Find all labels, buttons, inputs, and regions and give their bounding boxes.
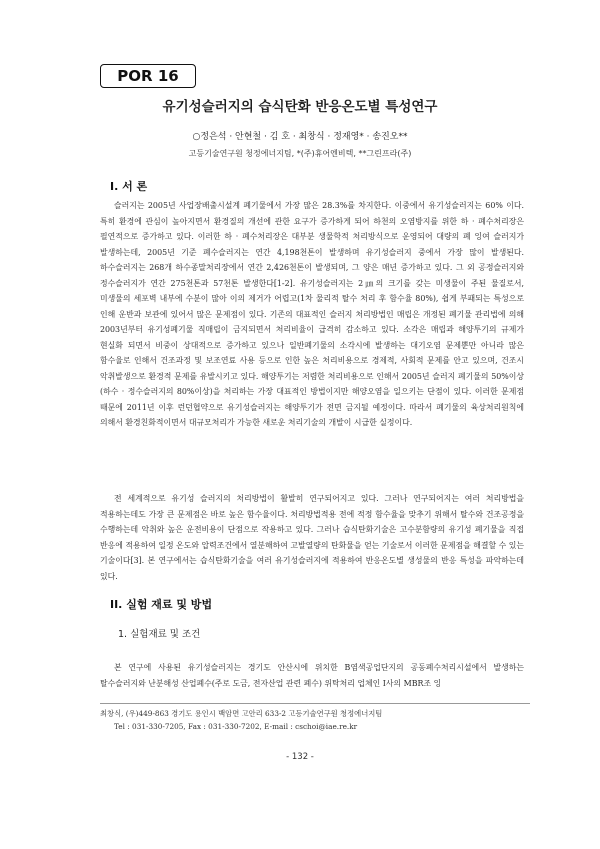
session-badge: POR 16 [100,64,196,88]
section-heading-introduction: I. 서 론 [110,180,148,193]
materials-paragraph: 본 연구에 사용된 유기성슬러지는 경기도 안산시에 위치한 B염색공업단지의 공동폐수처리시설에서 발생하는 탈수슬러지와 난분해성 산업폐수(주로 도금, 전자산업 관련 폐수) 위탁처리 업체인 I사의 MBR조 잉 [100,663,524,688]
author-list: ○정은석 · 안현철 · 김 호 · 최창식 · 정재영* · 송진오** [192,132,408,142]
affiliation: 고등기술연구원 청정에너지팀, *(주)휴어엔비텍, **그린프라(주) [188,149,412,158]
page-number: - 132 - [286,752,314,762]
footnote-contact: Tel : 031-330-7205, Fax : 031-330-7202, E-mail : cschoi@iae.re.kr [114,722,358,731]
footnote-address: 최창식, (우)449-863 경기도 용인시 백암면 고안리 633-2 고등기술연구원 청정에너지팀 [100,709,383,718]
section-heading-methods: II. 실험 재료 및 방법 [110,598,213,611]
intro-paragraph-2: 전 세계적으로 유기성 슬러지의 처리방법이 활발히 연구되어지고 있다. 그러나 연구되어지는 여러 처리방법을 적용하는데도 가장 큰 문제점은 바로 높은 함수율이다. 처리방법적용 전에 적정 함수율을 맞추기 위해서 탈수와 건조공정을 수행하는데 악취와 높은 운전비용이 단점으로 작용하고 있다. 그러나 습식탄화기술은 고수분함량의 유기성 폐기물을 직접 반응에 적용하여 일정 온도와 압력조건에서 열분해하여 고발열량의 탄화물을 얻는 기술로서 이러한 문제점을 해결할 수 있는 기술이다[3]. 본 연구에서는 습식탄화기술을 여러 유기성슬러지에 적용하여 반응온도별 생성물의 반응 특성을 파악하는데 있다. [100,494,524,581]
paper-title: 유기성슬러지의 습식탄화 반응온도별 특성연구 [162,99,438,115]
corresponding-author-footnote [100,703,530,733]
subsection-heading-materials: 1. 실험재료 및 조건 [118,629,201,640]
intro-paragraph-1: 슬러지는 2005년 사업장배출시설계 폐기물에서 가장 많은 28.3%를 차지한다. 이중에서 유기성슬러지는 60% 이다. 특히 환경에 관심이 높아지면서 환경질의 개선에 관한 요구가 증가하게 되어 하천의 오염방지를 위한 하 · 폐수처리장은 필연적으로 증가하고 있다. 이러한 하 · 폐수처리장은 대부분 생물학적 처리방식으로 운영되어 대량의 폐 잉여 슬러지가 발생하는데, 2005년 기준 폐수슬러지는 연간 4,198천톤이 발생하며 유기성슬러지 중에서 가장 많이 발생된다. 하수슬러지는 268개 하수종말처리장에서 연간 2,426천톤이 발생되며, 그 양은 매년 증가하고 있다. 그 외 공정슬러지와 정수슬러지가 연간 275천톤과 57천톤 발생한다[1-2]. 유기성슬러지는 2㎛의 크기를 갖는 미생물이 주된 물질로서, 미생물의 세포벽 내부에 수분이 많아 이의 제거가 어렵고(1차 물리적 탈수 처리 후 함수율 80%), 쉽게 부패되는 특성으로 인해 운반과 보관에 있어서 많은 문제점이 있다. 기존의 대표적인 슬러지 처리방법인 매립은 개정된 폐기물 관리법에 의해 2003년부터 유기성폐기물 직매립이 금지되면서 처리비율이 급격히 감소하고 있다. 소각은 매립과 해양투기의 규제가 현실화 되면서 비중이 상대적으로 증가하고 있으나 일반폐기물의 소각시에 발생하는 대기오염 문제뿐만 아니라 많은 함수율로 인해서 건조과정 및 보조연료 사용 등으로 인한 높은 처리비용으로 경제적, 사회적 문제를 안고 있으며, 건조시 악취발생으로 환경적 문제를 유발시키고 있다. 해양투기는 저렴한 처리비용으로 인해서 2005년 슬러지 폐기물의 50%이상(하수 · 정수슬러지의 80%이상)을 처리하는 가장 대표적인 방법이지만 해양오염을 일으키는 단점이 있다. 이러한 문제점 때문에 2011년 이후 런던협약으로 유기성슬러지는 해양투기가 전면 금지될 예정이다. 따라서 폐기물의 육상처리원칙에 의해서 환경친화적이면서 대규모처리가 가능한 새로운 처리기술의 개발이 시급한 실정이다. [100,201,524,427]
